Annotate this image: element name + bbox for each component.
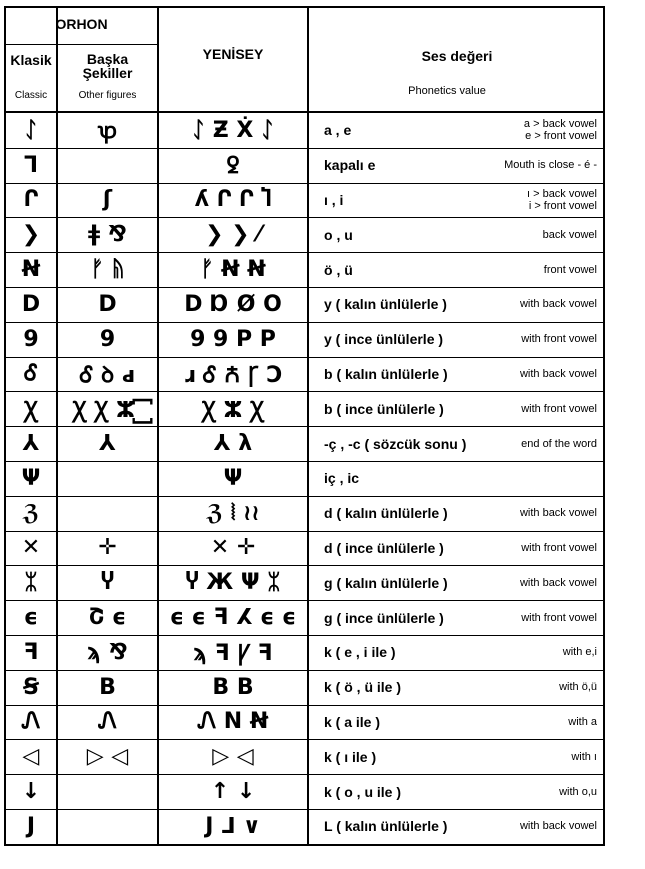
baska-glyphs: Ꮄ ꝺ ԁ: [79, 362, 136, 388]
yenisey-glyphs: ᚠ Ꞥ Ꞥ: [200, 257, 266, 283]
yenisey-glyphs: ɹ Ꮄ Ꙉ Ꞅ Ɔ: [183, 362, 283, 388]
table-row: [6, 357, 603, 392]
yenisey-glyphs: J ⅃ ∨: [205, 813, 261, 839]
header-classic: Classic: [14, 90, 48, 101]
baska-glyphs: ⅄: [99, 431, 116, 457]
english-note: [447, 531, 597, 566]
english-note: [447, 600, 597, 635]
header-baska-line1: Başka: [86, 51, 129, 67]
english-note-line1: with ı: [571, 750, 597, 763]
table-row: [6, 809, 603, 844]
yenisey-glyphs: ϡ ꟻ Ꝩ ꟻ: [193, 641, 273, 667]
baska-glyphs: [58, 148, 157, 183]
yenisey-glyphs: D Ɒ Ø O: [184, 291, 282, 317]
english-note-line1: with front vowel: [521, 402, 597, 415]
sound-value: k ( o , u ile ): [324, 783, 402, 800]
baska-glyphs: D: [98, 291, 117, 317]
english-note-line1: with o,u: [559, 785, 597, 798]
table-row: [6, 670, 603, 705]
english-note-text: [521, 542, 597, 554]
table-row: [6, 496, 603, 531]
english-note-line1: with front vowel: [521, 541, 597, 554]
klasik-glyph: ϵ: [23, 605, 39, 631]
sound-value: k ( e , i ile ): [324, 644, 396, 661]
klasik-glyph: Ꭓ: [23, 397, 39, 423]
yenisey-glyphs: B B: [212, 674, 254, 700]
baska-glyphs: ϡ ⅋: [87, 639, 128, 665]
klasik-glyph: D: [21, 291, 41, 317]
english-note-line1: with back vowel: [519, 576, 597, 589]
yenisey-glyphs: ϵ ϵ ꟻ ⵃ ϵ ϵ: [169, 605, 297, 631]
header-baska-line2: Şekiller: [82, 65, 133, 81]
yenisey-glyphs: ʎ Ր Ր Ⴈ: [194, 187, 272, 213]
baska-glyphs: ✛: [98, 535, 117, 561]
header-yenisey: YENİSEY: [202, 46, 264, 62]
english-note: [447, 252, 597, 287]
yenisey-glyphs: ℨ ⦚ ≀≀: [206, 500, 260, 526]
yenisey-glyphs: 9 9 P P: [190, 326, 276, 352]
english-note-text: [521, 403, 597, 415]
sound-value: ö , ü: [324, 261, 353, 278]
english-note-text: [504, 159, 597, 171]
yenisey-glyphs: Ꮑ N Ꞥ: [197, 709, 269, 735]
klasik-glyph: ꟻ: [23, 639, 39, 665]
baska-glyphs: [58, 774, 157, 809]
english-note: [447, 287, 597, 322]
sound-value: k ( ı ile ): [324, 748, 377, 765]
klasik-glyph: ᛇ: [24, 117, 38, 143]
english-note-line1: with back vowel: [519, 820, 597, 833]
klasik-glyph: Ꞥ: [21, 257, 41, 283]
klasik-glyph: Ꞩ: [23, 674, 39, 700]
yenisey-glyphs: Ψ: [223, 465, 243, 491]
english-note-line1: front vowel: [543, 263, 597, 276]
sound-value: -ç , -c ( sözcük sonu ): [324, 435, 467, 452]
table-row: [6, 461, 603, 496]
klasik-glyph: Ψ: [21, 465, 41, 491]
english-note-text: [520, 298, 597, 310]
sound-value: y ( ince ünlülerle ): [324, 331, 444, 348]
yenisey-glyphs: Ⴤ Ж Ψ ᛯ: [185, 570, 281, 596]
english-note: [447, 426, 597, 461]
klasik-glyph: ᛯ: [24, 570, 38, 596]
sound-value: k ( ö , ü ile ): [324, 679, 402, 696]
english-note-line2: e > front vowel: [525, 130, 597, 143]
english-note-line1: with back vowel: [519, 507, 597, 520]
sound-value: kapalı e: [324, 157, 376, 174]
english-note-text: [520, 820, 597, 832]
english-note-text: [544, 264, 597, 276]
table-row: [6, 252, 603, 287]
table-row: [6, 635, 603, 670]
header-ses-degeri: Ses değeri: [421, 48, 493, 64]
english-note: [447, 461, 597, 496]
sound-value: o , u: [324, 226, 353, 243]
english-note-line1: Mouth is close - é -: [504, 159, 597, 172]
klasik-glyph: ◁: [22, 744, 40, 770]
baska-glyphs: B: [99, 674, 116, 700]
yenisey-glyphs: ᛇ Ƶ Ẋ ᛇ: [191, 117, 275, 143]
baska-glyphs: ʃ: [102, 187, 113, 213]
english-note: [447, 565, 597, 600]
baska-glyphs: ▷ ◁: [86, 744, 129, 770]
english-note: [447, 705, 597, 740]
english-note: [447, 739, 597, 774]
english-note-line1: with front vowel: [521, 611, 597, 624]
header-divider: [6, 44, 157, 45]
table-row: [6, 600, 603, 635]
table-row: [6, 183, 603, 218]
baska-glyphs: Ꮑ: [98, 709, 117, 735]
yenisey-glyphs: ✕ ✛: [210, 535, 256, 561]
baska-glyphs: ǂ ⅋: [88, 222, 127, 248]
english-note-text: [520, 507, 597, 519]
baska-glyphs: [58, 496, 157, 531]
baska-glyphs: 9: [99, 326, 116, 352]
english-note-line1: back vowel: [542, 228, 597, 241]
yenisey-glyphs: Ꭓ ⵣ Ꭓ: [201, 397, 265, 423]
baska-glyphs: [58, 809, 157, 844]
klasik-glyph: ℨ: [22, 500, 40, 526]
table-row: [6, 774, 603, 809]
yenisey-glyphs: ▷ ◁: [212, 744, 254, 770]
klasik-glyph: ↓: [21, 779, 41, 805]
table-row: [6, 391, 603, 426]
english-note-line1: with back vowel: [519, 367, 597, 380]
yenisey-glyphs: ↑ ↓: [210, 779, 256, 805]
klasik-glyph: Ꞁ: [23, 152, 39, 178]
english-note-text: [520, 577, 597, 589]
klasik-glyph: ✕: [21, 535, 41, 561]
sound-value: d ( kalın ünlülerle ): [324, 505, 448, 522]
klasik-glyph: ⅄: [22, 431, 40, 457]
baska-glyphs: Ꭓ Ꭓ ⵣ ꙱: [72, 397, 143, 423]
english-note: [447, 322, 597, 357]
sound-value: iç , ic: [324, 470, 360, 487]
english-note-line1: with e,i: [562, 646, 597, 659]
sound-value: g ( ince ünlülerle ): [324, 609, 444, 626]
sound-value: d ( ince ünlülerle ): [324, 539, 444, 556]
sound-value: g ( kalın ünlülerle ): [324, 574, 448, 591]
table-row: [6, 426, 603, 461]
english-note: [447, 113, 597, 148]
sound-value: b ( kalın ünlülerle ): [324, 365, 448, 382]
english-note-text: [521, 333, 597, 345]
english-note-line1: with a: [568, 715, 597, 728]
alphabet-table: [4, 6, 605, 846]
klasik-glyph: 9: [23, 326, 39, 352]
klasik-glyph: J: [26, 813, 36, 839]
table-row: [6, 217, 603, 252]
english-note-text: [521, 438, 597, 450]
english-note-text: [527, 188, 597, 212]
header-other-figures: Other figures: [78, 90, 137, 101]
table-row: [6, 739, 603, 774]
english-note: [447, 183, 597, 218]
klasik-glyph: Ꮄ: [24, 361, 38, 387]
english-note-line1: with back vowel: [519, 298, 597, 311]
english-note-text: [524, 118, 597, 142]
english-note: [447, 670, 597, 705]
english-note-text: [568, 716, 597, 728]
table-row: [6, 287, 603, 322]
baska-glyphs: Շ ϵ: [88, 605, 127, 631]
table-row: [6, 705, 603, 740]
table-row: [6, 148, 603, 183]
sound-value: a , e: [324, 122, 352, 139]
english-note-text: [563, 646, 597, 658]
yenisey-glyphs: ⅄ λ: [213, 431, 253, 457]
english-note-text: [571, 751, 597, 763]
header-orhon: ORHON: [55, 16, 108, 32]
sound-value: b ( ince ünlülerle ): [324, 400, 444, 417]
yenisey-glyphs: ❯ ❯ ⁄: [205, 222, 261, 248]
english-note-text: [559, 786, 597, 798]
table-row: [6, 113, 603, 148]
english-note: [447, 391, 597, 426]
baska-glyphs: [58, 461, 157, 496]
english-note-line1: ı > back vowel: [526, 187, 597, 200]
english-note-line1: with ö,ü: [559, 681, 597, 694]
english-note: [447, 809, 597, 844]
english-note-line2: i > front vowel: [528, 199, 597, 212]
baska-glyphs: ꝕ: [97, 119, 118, 145]
english-note-text: [521, 612, 597, 624]
english-note-line1: a > back vowel: [523, 118, 597, 131]
sound-value: ı , i: [324, 191, 344, 208]
english-note: [447, 357, 597, 392]
yenisey-glyphs: ꝿ: [226, 154, 240, 180]
english-note: [447, 635, 597, 670]
sound-value: y ( kalın ünlülerle ): [324, 296, 447, 313]
klasik-glyph: ❯: [21, 222, 41, 248]
english-note: [447, 496, 597, 531]
baska-glyphs: ᚠ ᚥ: [90, 257, 125, 283]
baska-glyphs: Ⴤ: [100, 570, 115, 596]
english-note-line1: end of the word: [521, 437, 597, 450]
sound-value: L ( kalın ünlülerle ): [324, 818, 448, 835]
english-note: [447, 217, 597, 252]
header-klasik: Klasik: [10, 52, 52, 68]
table-row: [6, 322, 603, 357]
table-row: [6, 531, 603, 566]
table-row: [6, 565, 603, 600]
sound-value: k ( a ile ): [324, 713, 381, 730]
english-note: [447, 148, 597, 183]
header-phonetics: Phonetics value: [408, 85, 486, 97]
english-note-text: [520, 368, 597, 380]
english-note: [447, 774, 597, 809]
klasik-glyph: Ր: [23, 187, 39, 213]
klasik-glyph: Ꮑ: [21, 709, 41, 735]
english-note-line1: with front vowel: [521, 333, 597, 346]
english-note-text: [543, 229, 597, 241]
english-note-text: [559, 681, 597, 693]
